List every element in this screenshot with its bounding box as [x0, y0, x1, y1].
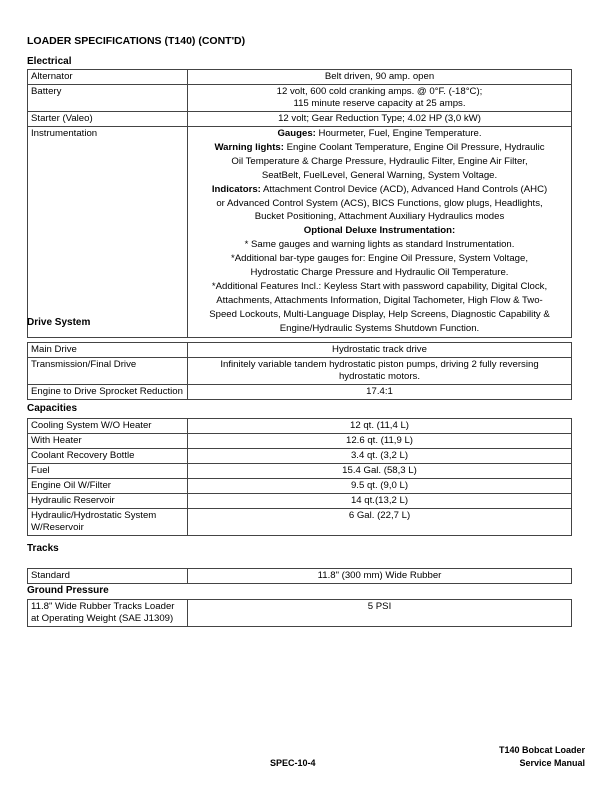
- line-text: Hydrostatic Charge Pressure and Hydraulic Oil Temperature.: [250, 267, 509, 279]
- row-value: [188, 343, 572, 358]
- instrumentation-line: [191, 308, 568, 322]
- section-heading-ground-pressure: Ground Pressure: [27, 585, 109, 596]
- row-value: [188, 509, 572, 536]
- value-line: 14 qt.(13,2 L): [350, 495, 409, 506]
- line-text: Engine/Hydraulic Systems Shutdown Function.: [279, 322, 480, 334]
- value-line: 15.4 Gal. (58,3 L): [342, 465, 417, 476]
- row-value: [188, 112, 572, 127]
- value-line: Hydrostatic track drive: [332, 344, 427, 355]
- row-value: [188, 434, 572, 449]
- row-label: Transmission/Final Drive: [28, 358, 188, 385]
- row-label: Engine to Drive Sprocket Reduction: [28, 385, 188, 400]
- capacities-table: [27, 418, 572, 536]
- table-row: [28, 449, 572, 464]
- ground-pressure-table: [27, 599, 572, 627]
- table-row: [28, 112, 572, 127]
- line-text: Speed Lockouts, Multi-Language Display, Help Screens, Diagnostic Capability &: [209, 308, 550, 320]
- instrumentation-line: [191, 252, 568, 266]
- table-row: [28, 464, 572, 479]
- line-bold-label: Gauges:: [277, 128, 316, 139]
- row-label: Alternator: [28, 70, 188, 85]
- table-row: [28, 569, 572, 584]
- instrumentation-line: [191, 197, 568, 211]
- line-text: Hourmeter, Fuel, Engine Temperature.: [315, 128, 482, 139]
- row-label: Hydraulic/Hydrostatic System W/Reservoir: [28, 509, 188, 536]
- line-bold-label: Indicators:: [211, 183, 261, 195]
- instrumentation-line: [191, 210, 568, 224]
- line-text: SeatBelt, FuelLevel, General Warning, System Voltage.: [261, 169, 498, 181]
- value-line: 115 minute reserve capacity at 25 amps.: [293, 98, 466, 109]
- footer-manual: Service Manual: [519, 758, 585, 768]
- line-text: *Additional bar-type gauges for: Engine Oil Pressure, System Voltage,: [230, 253, 529, 265]
- line-bold-label: Warning lights:: [214, 141, 284, 153]
- value-line: 11.8" (300 mm) Wide Rubber: [317, 570, 442, 581]
- instrumentation-line: [191, 127, 568, 141]
- row-value: [188, 569, 572, 584]
- row-label: With Heater: [28, 434, 188, 449]
- table-row: [28, 343, 572, 358]
- table-row: [28, 434, 572, 449]
- value-line: 12.6 qt. (11,9 L): [345, 435, 414, 446]
- drive-system-table: [27, 342, 572, 400]
- line-text: Attachments, Attachments Information, Digital Tachometer, High Flow & Two-: [216, 294, 543, 306]
- value-line: 17.4:1: [366, 386, 393, 397]
- instrumentation-line: [191, 322, 568, 336]
- table-row: [28, 70, 572, 85]
- line-text: or Advanced Control System (ACS), BICS Functions, glow plugs, Headlights,: [216, 197, 543, 209]
- value-line: 9.5 qt. (9,0 L): [350, 480, 409, 491]
- row-label: Standard: [28, 569, 188, 584]
- footer-product: T140 Bobcat Loader: [498, 745, 585, 755]
- row-value: [188, 385, 572, 400]
- row-value: [188, 449, 572, 464]
- table-row: [28, 385, 572, 400]
- line-text: Engine Coolant Temperature, Engine Oil Pressure, Hydraulic: [283, 141, 545, 153]
- page-title: LOADER SPECIFICATIONS (T140) (CONT'D): [27, 35, 246, 47]
- value-line: 12 qt. (11,4 L): [349, 420, 410, 431]
- row-label: Battery: [28, 85, 188, 112]
- instrumentation-line: [191, 169, 568, 183]
- row-value: [188, 600, 572, 627]
- row-value: [188, 494, 572, 509]
- tracks-table: [27, 568, 572, 584]
- instrumentation-line: [191, 266, 568, 280]
- value-line: 12 volt; Gear Reduction Type; 4.02 HP (3,0 kW): [278, 113, 481, 124]
- page-number: SPEC-10-4: [270, 758, 316, 768]
- section-heading-electrical: Electrical: [27, 56, 72, 67]
- instrumentation-line: [191, 183, 568, 197]
- line-text: Bucket Positioning, Attachment Auxiliary Hydraulics modes: [254, 211, 505, 223]
- row-label: Fuel: [28, 464, 188, 479]
- section-heading-tracks: Tracks: [27, 543, 59, 554]
- line-text: Attachment Control Device (ACD), Advanced Hand Controls (AHC): [260, 183, 548, 195]
- electrical-table: [27, 69, 572, 338]
- row-label: Cooling System W/O Heater: [28, 419, 188, 434]
- instrumentation-line: [191, 155, 568, 169]
- table-row: [28, 127, 572, 338]
- instrumentation-line: [191, 141, 568, 155]
- row-value: [188, 358, 572, 385]
- value-line: Infinitely variable tandem hydrostatic piston pumps, driving 2 fully reversing: [220, 359, 539, 370]
- value-line: Belt driven, 90 amp. open: [324, 71, 435, 82]
- row-label: Main Drive: [28, 343, 188, 358]
- row-value: [188, 85, 572, 112]
- table-row: [28, 509, 572, 536]
- section-heading-capacities: Capacities: [27, 403, 78, 414]
- row-label: Instrumentation: [28, 127, 188, 338]
- table-row: [28, 419, 572, 434]
- row-value: [188, 70, 572, 85]
- instrumentation-line: [191, 238, 568, 252]
- value-line: 3.4 qt. (3,2 L): [350, 450, 409, 461]
- row-value: [188, 479, 572, 494]
- row-label: 11.8" Wide Rubber Tracks Loader at Operating Weight (SAE J1309): [28, 600, 188, 627]
- instrumentation-value: [188, 127, 572, 338]
- value-line: 12 volt, 600 cold cranking amps. @ 0°F. (-18°C);: [276, 86, 483, 97]
- line-text: *Additional Features Incl.: Keyless Start with password capability, Digital Clock,: [211, 280, 548, 292]
- table-row: [28, 479, 572, 494]
- table-row: [28, 494, 572, 509]
- row-label: Coolant Recovery Bottle: [28, 449, 188, 464]
- table-row: [28, 85, 572, 112]
- table-row: [28, 358, 572, 385]
- row-label: Hydraulic Reservoir: [28, 494, 188, 509]
- value-line: 6 Gal. (22,7 L): [348, 510, 411, 521]
- row-label: Engine Oil W/Filter: [28, 479, 188, 494]
- line-text: * Same gauges and warning lights as standard Instrumentation.: [244, 239, 515, 251]
- row-value: [188, 464, 572, 479]
- instrumentation-line: [191, 280, 568, 294]
- line-bold-label: Optional Deluxe Instrumentation:: [303, 225, 456, 237]
- section-heading-drive-system: Drive System: [27, 317, 91, 328]
- table-row: [28, 600, 572, 627]
- instrumentation-line: [191, 294, 568, 308]
- row-value: [188, 419, 572, 434]
- value-line: hydrostatic motors.: [338, 371, 421, 382]
- line-text: Oil Temperature & Charge Pressure, Hydraulic Filter, Engine Air Filter,: [231, 155, 528, 167]
- value-line: 5 PSI: [367, 601, 392, 612]
- instrumentation-line: [191, 224, 568, 238]
- row-label: Starter (Valeo): [28, 112, 188, 127]
